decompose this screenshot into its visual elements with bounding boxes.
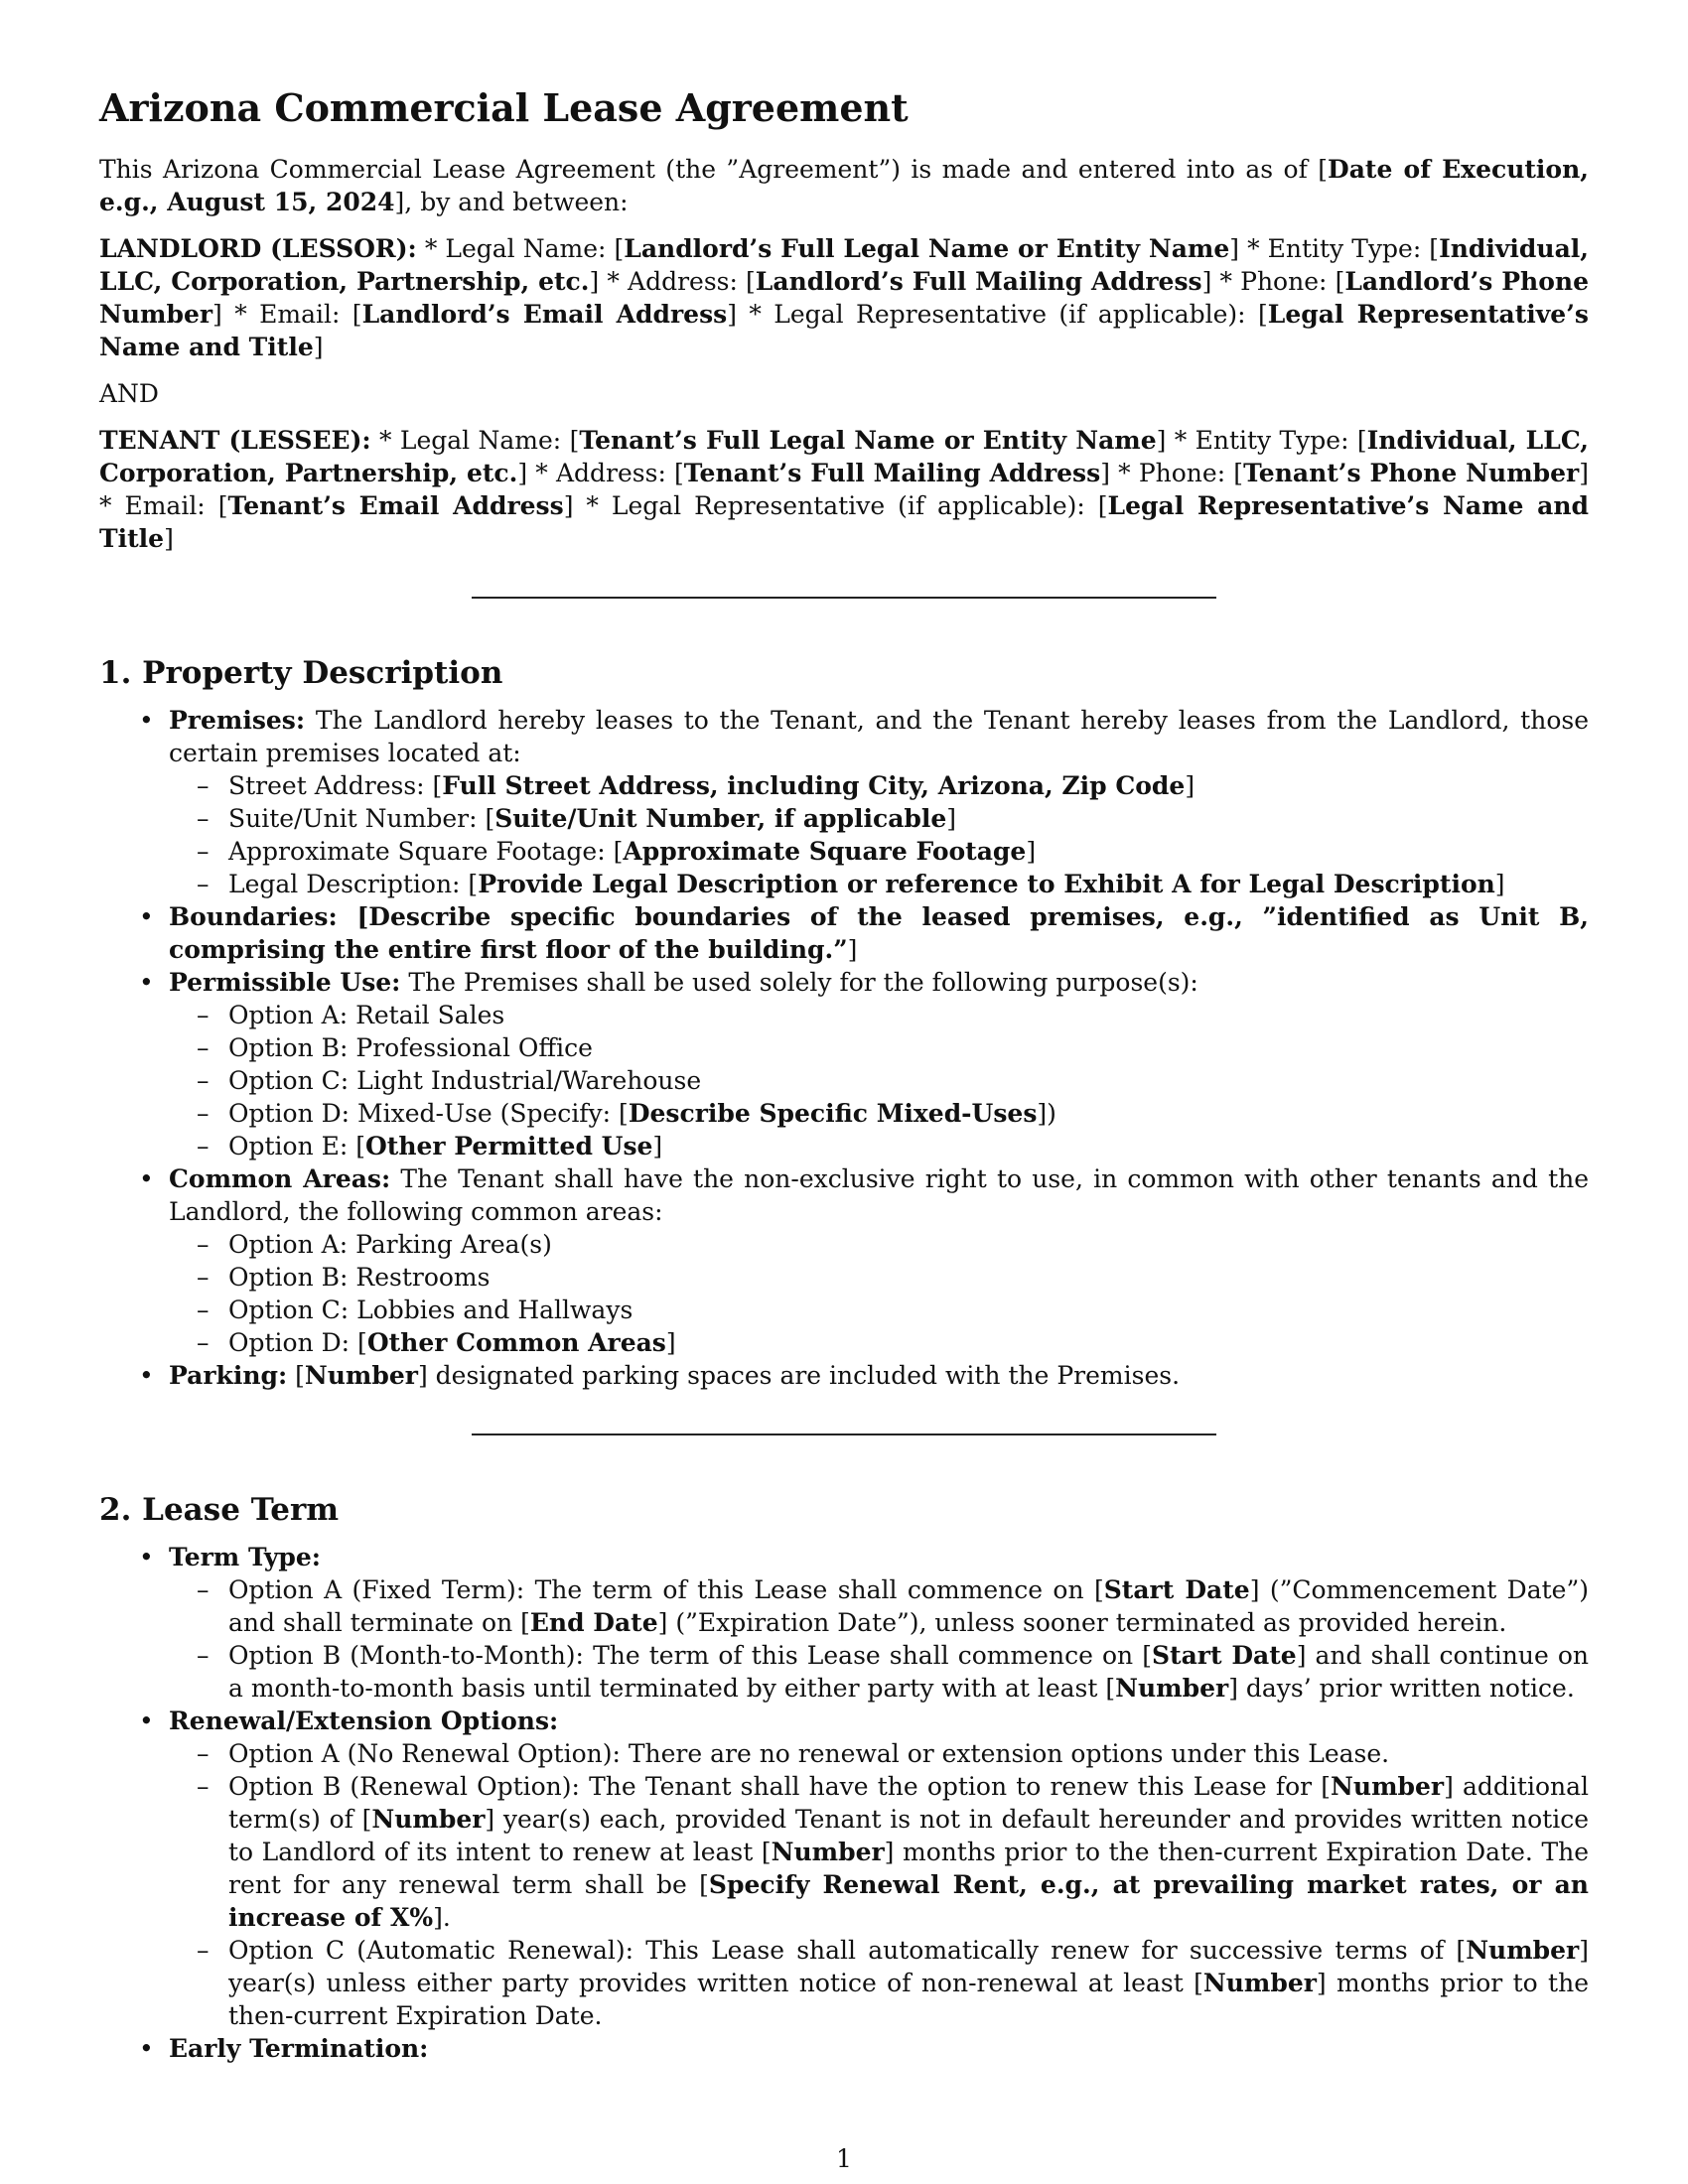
- landlord-address-placeholder: Landlord’s Full Mailing Address: [755, 267, 1202, 296]
- auto-renewal-years-placeholder: Number: [1466, 1936, 1580, 1965]
- term-type-options: [169, 1573, 1589, 1705]
- term-type-item: [169, 1541, 1589, 1705]
- use-option-b: – Option B: Professional Office: [228, 1031, 1589, 1064]
- landlord-text: ] * Phone: [: [1201, 267, 1345, 296]
- tenant-email-placeholder: Tenant’s Email Address: [227, 491, 564, 520]
- parking-item: [169, 1359, 1589, 1392]
- permissible-use-label: Permissible Use:: [169, 968, 401, 997]
- item-text: ]: [1185, 771, 1196, 800]
- early-termination-label: Early Termination:: [169, 2034, 429, 2063]
- item-text: Option B (Renewal Option): The Tenant shall have the option to renew this Lease for [: [228, 1772, 1332, 1801]
- item-text: ] days’ prior written notice.: [1228, 1674, 1575, 1703]
- landlord-text: ] * Email: [: [212, 300, 362, 329]
- permissible-use-text: The Premises shall be used solely for the following purpose(s):: [400, 968, 1198, 997]
- section-1-list: [99, 704, 1589, 1392]
- execution-date-placeholder: Date of Execution, e.g., August 15, 2024: [99, 155, 1589, 216]
- item-text: ] designated parking spaces are included with the Premises.: [417, 1361, 1181, 1390]
- permissible-use-options: [169, 999, 1589, 1162]
- early-termination-item: [169, 2032, 1589, 2065]
- item-text: ] and shall continue on a month-to-month basis until terminated by either party with at least [: [228, 1641, 1589, 1703]
- boundaries-item: [169, 900, 1589, 966]
- landlord-name-placeholder: Landlord’s Full Legal Name or Entity Name: [624, 234, 1230, 263]
- premises-label: Premises:: [169, 706, 306, 735]
- renewal-option-c: [228, 1934, 1589, 2032]
- suite-number-placeholder: Suite/Unit Number, if applicable: [494, 804, 947, 833]
- common-option-b: – Option B: Restrooms: [228, 1261, 1589, 1294]
- parking-label: Parking:: [169, 1361, 288, 1390]
- section-2-list: [99, 1541, 1589, 2065]
- tenant-text: ]: [164, 524, 174, 553]
- item-text: Option B (Month-to-Month): The term of this Lease shall commence on [: [228, 1641, 1152, 1670]
- term-option-a: [228, 1573, 1589, 1639]
- item-text: ] (”Commencement Date”) and shall terminate on [: [228, 1575, 1589, 1637]
- renewal-options: [169, 1737, 1589, 2032]
- item-text: Option D: [: [228, 1328, 367, 1357]
- landlord-label: LANDLORD (LESSOR):: [99, 234, 417, 263]
- tenant-paragraph: [99, 424, 1589, 555]
- document-page: [99, 85, 1589, 2065]
- landlord-text: ] * Legal Representative (if applicable): [: [727, 300, 1268, 329]
- tenant-address-placeholder: Tenant’s Full Mailing Address: [683, 459, 1101, 487]
- legal-description-placeholder: Provide Legal Description or reference to Exhibit A for Legal Description: [478, 870, 1495, 898]
- tenant-label: TENANT (LESSEE):: [99, 426, 371, 455]
- section-divider: [472, 597, 1216, 599]
- tenant-phone-placeholder: Tenant’s Phone Number: [1243, 459, 1580, 487]
- item-text: Option D: Mixed-Use (Specify: [: [228, 1099, 629, 1128]
- item-text: ] (”Expiration Date”), unless sooner terminated as provided herein.: [657, 1608, 1507, 1637]
- item-text: Option A (Fixed Term): The term of this Lease shall commence on [: [228, 1575, 1104, 1604]
- renewal-count-placeholder: Number: [1331, 1772, 1445, 1801]
- use-option-c: – Option C: Light Industrial/Warehouse: [228, 1064, 1589, 1097]
- item-text: Street Address: [: [228, 771, 443, 800]
- common-areas-options: [169, 1228, 1589, 1359]
- premises-item: [169, 704, 1589, 900]
- use-option-d: [228, 1097, 1589, 1130]
- common-option-a: – Option A: Parking Area(s): [228, 1228, 1589, 1261]
- square-footage-placeholder: Approximate Square Footage: [623, 837, 1027, 866]
- other-use-placeholder: Other Permitted Use: [365, 1132, 653, 1160]
- common-areas-label: Common Areas:: [169, 1164, 391, 1193]
- landlord-email-placeholder: Landlord’s Email Address: [361, 300, 728, 329]
- item-text: Option E: [: [228, 1132, 366, 1160]
- section-2-heading: 2. Lease Term: [99, 1492, 340, 1528]
- renewal-option-a: – Option A (No Renewal Option): There are no renewal or extension options under this Lease.: [228, 1737, 1589, 1770]
- landlord-text: * Legal Name: [: [416, 234, 625, 263]
- item-text: ] months prior to the then-current Expiration Date. The rent for any renewal term shall be [: [228, 1838, 1590, 1899]
- and-separator: AND: [99, 379, 159, 408]
- street-address-item: [228, 769, 1589, 802]
- landlord-entity-placeholder: Individual, LLC, Corporation, Partnership, etc.: [99, 234, 1589, 296]
- use-option-e: [228, 1130, 1589, 1162]
- tenant-representative-placeholder: Legal Representative’s Name and Title: [99, 491, 1589, 553]
- boundaries-label: Boundaries:: [169, 902, 338, 931]
- legal-description-item: [228, 868, 1589, 900]
- item-text: ]: [1026, 837, 1037, 866]
- item-text: ] months prior to the then-current Expiration Date.: [228, 1969, 1589, 2030]
- common-option-d: [228, 1326, 1589, 1359]
- item-text: ] year(s) each, provided Tenant is not in default hereunder and provides written notice to Landlord of its intent to renew at least [: [228, 1805, 1589, 1866]
- notice-days-placeholder: Number: [1115, 1674, 1229, 1703]
- item-text: Approximate Square Footage: [: [228, 837, 624, 866]
- renewal-label: Renewal/Extension Options:: [169, 1706, 559, 1735]
- tenant-text: ] * Entity Type: [: [1156, 426, 1367, 455]
- landlord-phone-placeholder: Landlord’s Phone Number: [99, 267, 1589, 329]
- start-date-placeholder: Start Date: [1151, 1641, 1297, 1670]
- section-divider: [472, 1433, 1216, 1435]
- item-text: ]: [652, 1132, 663, 1160]
- term-option-b: [228, 1639, 1589, 1705]
- renewal-rent-placeholder: Specify Renewal Rent, e.g., at prevailing market rates, or an increase of X%: [228, 1870, 1589, 1932]
- landlord-text: ] * Entity Type: [: [1229, 234, 1440, 263]
- intro-paragraph: [99, 153, 1589, 218]
- term-type-label: Term Type:: [169, 1543, 321, 1571]
- other-common-areas-placeholder: Other Common Areas: [366, 1328, 666, 1357]
- item-text: ]: [665, 1328, 676, 1357]
- item-text: ] year(s) unless either party provides written notice of non-renewal at least [: [228, 1936, 1589, 1997]
- tenant-text: ] * Email: [: [99, 459, 1589, 520]
- premises-text: The Landlord hereby leases to the Tenant, and the Tenant hereby leases from the Landlord, those certain premises located at:: [169, 706, 1589, 767]
- premises-sublist: [169, 769, 1589, 900]
- street-address-placeholder: Full Street Address, including City, Arizona, Zip Code: [442, 771, 1186, 800]
- section-1-heading: 1. Property Description: [99, 655, 503, 691]
- start-date-placeholder: Start Date: [1103, 1575, 1250, 1604]
- landlord-text: ] * Address: [: [589, 267, 756, 296]
- parking-number-placeholder: Number: [304, 1361, 418, 1390]
- tenant-entity-placeholder: Individual, LLC, Corporation, Partnership, etc.: [99, 426, 1589, 487]
- intro-text: This Arizona Commercial Lease Agreement (the ”Agreement”) is made and entered into as of [: [99, 155, 1329, 184]
- renewal-item: [169, 1705, 1589, 2032]
- renewal-option-b: [228, 1770, 1589, 1934]
- common-option-c: – Option C: Lobbies and Hallways: [228, 1294, 1589, 1326]
- item-text: ] additional term(s) of [: [228, 1772, 1590, 1834]
- square-footage-item: [228, 835, 1589, 868]
- document-title: Arizona Commercial Lease Agreement: [99, 85, 909, 130]
- item-text: Suite/Unit Number: [: [228, 804, 495, 833]
- item-text: ]: [946, 804, 957, 833]
- item-text: ].: [433, 1903, 451, 1932]
- renewal-years-placeholder: Number: [371, 1805, 486, 1834]
- auto-renewal-notice-placeholder: Number: [1202, 1969, 1317, 1997]
- mixed-use-placeholder: Describe Specific Mixed-Uses: [628, 1099, 1038, 1128]
- renewal-notice-placeholder: Number: [771, 1838, 885, 1866]
- item-text: ]: [1494, 870, 1505, 898]
- tenant-text: ] * Address: [: [517, 459, 684, 487]
- page-number: 1: [836, 2144, 852, 2173]
- landlord-paragraph: [99, 232, 1589, 363]
- end-date-placeholder: End Date: [529, 1608, 658, 1637]
- boundaries-placeholder: [Describe specific boundaries of the leased premises, e.g., ”identified as Unit B, comprising the entire first floor of the building.”: [169, 902, 1589, 964]
- use-option-a: – Option A: Retail Sales: [228, 999, 1589, 1031]
- item-text: [: [287, 1361, 305, 1390]
- item-text: Option C (Automatic Renewal): This Lease shall automatically renew for successive terms of [: [228, 1936, 1467, 1965]
- item-text: ]: [847, 935, 858, 964]
- common-areas-item: [169, 1162, 1589, 1359]
- landlord-text: ]: [313, 333, 324, 361]
- tenant-text: ] * Phone: [: [1100, 459, 1244, 487]
- item-text: ]): [1037, 1099, 1056, 1128]
- tenant-text: * Legal Name: [: [370, 426, 580, 455]
- tenant-text: ] * Legal Representative (if applicable): [: [563, 491, 1108, 520]
- suite-number-item: [228, 802, 1589, 835]
- landlord-representative-placeholder: Legal Representative’s Name and Title: [99, 300, 1589, 361]
- item-text: Legal Description: [: [228, 870, 479, 898]
- permissible-use-item: [169, 966, 1589, 1162]
- intro-text: ], by and between:: [394, 188, 629, 216]
- common-areas-text: The Tenant shall have the non-exclusive right to use, in common with other tenants and the Landlord, the following common areas:: [169, 1164, 1590, 1226]
- tenant-name-placeholder: Tenant’s Full Legal Name or Entity Name: [579, 426, 1157, 455]
